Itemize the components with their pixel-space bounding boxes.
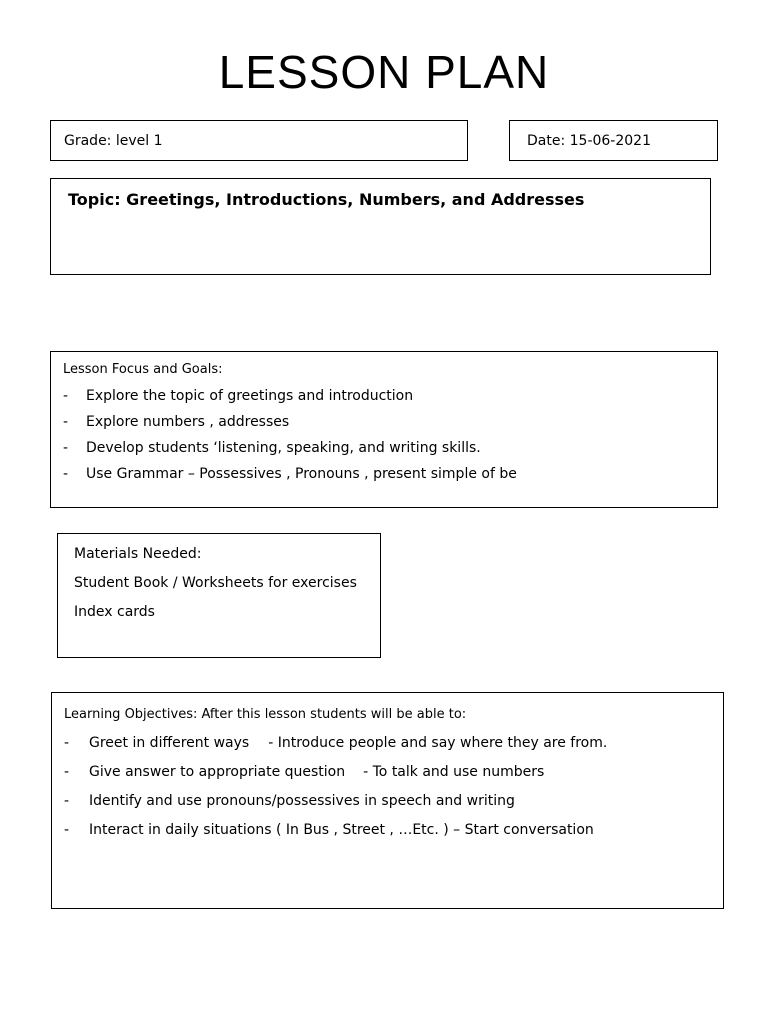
grade-text: Grade: level 1	[64, 133, 163, 149]
objectives-list	[64, 733, 607, 849]
bullet-dash: -	[63, 466, 69, 482]
goal-text: Use Grammar – Possessives , Pronouns , present simple of be	[86, 466, 517, 482]
goals-heading: Lesson Focus and Goals:	[63, 362, 223, 377]
bullet-dash: -	[64, 764, 70, 780]
list-item	[63, 438, 517, 464]
materials-item: Index cards	[74, 604, 155, 620]
learning-objectives-box	[51, 692, 724, 909]
objective-text: Give answer to appropriate question	[89, 764, 346, 780]
list-item	[64, 733, 607, 762]
objective-text: Greet in different ways	[89, 735, 250, 751]
objective-text: Identify and use pronouns/possessives in speech and writing	[89, 793, 515, 809]
list-item	[64, 762, 607, 791]
objective-text: Interact in daily situations ( In Bus , Street , …Etc. ) – Start conversation	[89, 822, 594, 838]
topic-text: Topic: Greetings, Introductions, Numbers, and Addresses	[68, 190, 585, 209]
goal-text: Develop students ‘listening, speaking, and writing skills.	[86, 440, 481, 456]
grade-box	[50, 120, 468, 161]
list-item	[63, 412, 517, 438]
bullet-dash: -	[64, 822, 70, 838]
bullet-dash: -	[63, 414, 69, 430]
bullet-dash: -	[64, 793, 70, 809]
list-item	[64, 820, 607, 849]
materials-heading: Materials Needed:	[74, 546, 202, 562]
lesson-goals-box	[50, 351, 718, 508]
objectives-heading: Learning Objectives: After this lesson students will be able to:	[64, 707, 467, 722]
materials-box	[57, 533, 381, 658]
objective-text-secondary: - To talk and use numbers	[363, 764, 545, 780]
bullet-dash: -	[63, 440, 69, 456]
date-box	[509, 120, 718, 161]
list-item	[64, 791, 607, 820]
topic-box	[50, 178, 711, 275]
objective-text-secondary: - Introduce people and say where they are from.	[268, 735, 608, 751]
list-item	[63, 464, 517, 490]
bullet-dash: -	[63, 388, 69, 404]
bullet-dash: -	[64, 735, 70, 751]
goal-text: Explore numbers , addresses	[86, 414, 290, 430]
date-text: Date: 15-06-2021	[527, 133, 651, 149]
goal-text: Explore the topic of greetings and introduction	[86, 388, 414, 404]
page-title: LESSON PLAN	[218, 46, 550, 98]
list-item	[63, 386, 517, 412]
materials-item: Student Book / Worksheets for exercises	[74, 575, 357, 591]
goals-list	[63, 386, 517, 490]
